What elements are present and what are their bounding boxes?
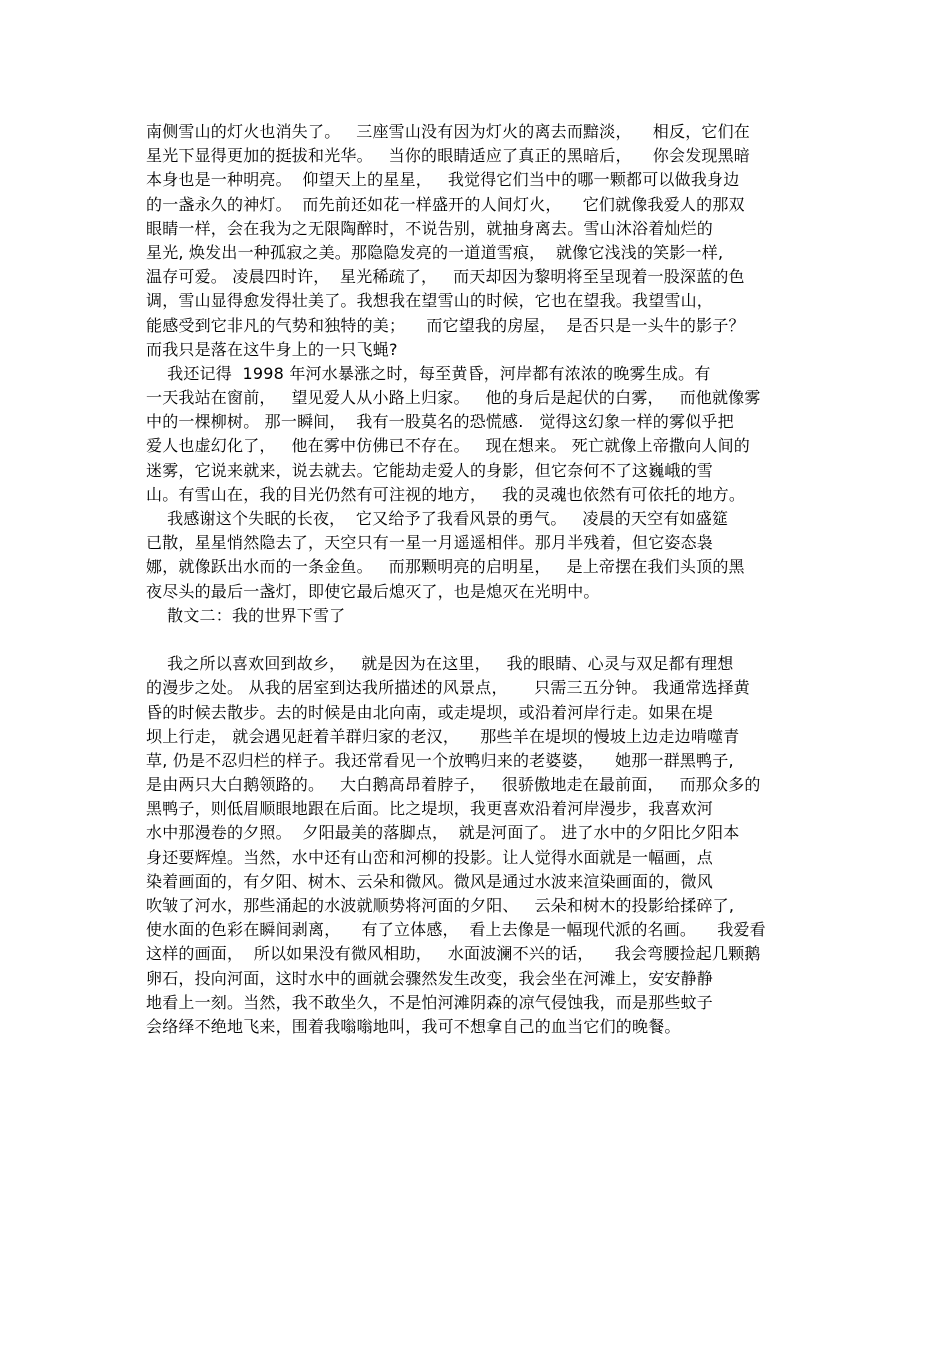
text-line: 中的一棵柳树。 那一瞬间， 我有一股莫名的恐慌感. 觉得这幻象一样的雾似乎把 [146,412,734,432]
text-line: 的漫步之处。 从我的居室到达我所描述的风景点， 只需三五分钟。 我通常选择黄 [146,678,751,698]
blank-line [146,628,814,652]
text-line: 夜尽头的最后一盏灯，即使它最后熄灭了，也是熄灭在光明中。 [146,581,600,601]
text-line: 爱人也虚幻化了， 他在雾中仿佛已不存在。 现在想来。 死亡就像上帝撒向人间的 [146,436,751,456]
text-line: 本身也是一种明亮。 仰望天上的星星， 我觉得它们当中的哪一颗都可以做我身边 [146,170,740,190]
text-line: 坝上行走， 就会遇见赶着羊群归家的老汉， 那些羊在堤坝的慢坡上边走边啃噬青 [146,726,740,746]
text-line: 星光下显得更加的挺拔和光华。 当你的眼睛适应了真正的黑暗后， 你会发现黑暗 [146,146,751,166]
text-line: 散文二：我的世界下雪了 [146,605,346,625]
text-line: 已散，星星悄然隐去了，天空只有一星一月遥遥相伴。那月半残着，但它姿态袅 [146,533,714,553]
text-line: 水中那漫卷的夕照。 夕阳最美的落脚点， 就是河面了。 进了水中的夕阳比夕阳本 [146,823,740,843]
text-line: 调，雪山显得愈发得壮美了。我想我在望雪山的时候，它也在望我。我望雪山， [146,291,714,311]
text-line: 地看上一刻。当然，我不敢坐久，不是怕河滩阴森的凉气侵蚀我，而是那些蚊子 [146,992,714,1012]
text-line: 我感谢这个失眠的长夜， 它又给予了我看风景的勇气。 凌晨的天空有如盛筵 [146,509,729,528]
text-line: 昏的时候去散步。去的时候是由北向南，或走堤坝，或沿着河岸行走。如果在堤 [146,702,714,722]
text-line: 迷雾，它说来就来，说去就去。它能劫走爱人的身影，但它奈何不了这巍峨的雪 [146,460,714,480]
text-line: 是由两只大白鹅领路的。 大白鹅高昂着脖子， 很骄傲地走在最前面， 而那众多的 [146,775,761,795]
text-line: 身还要辉煌。当然，水中还有山峦和河柳的投影。让人觉得水面就是一幅画，点 [146,847,714,867]
text-line: 一天我站在窗前， 望见爱人从小路上归家。 他的身后是起伏的白雾， 而他就像雾 [146,388,761,408]
text-line: 染着画面的，有夕阳、树木、云朵和微风。微风是通过水波来渲染画面的，微风 [146,871,714,891]
text-line: 使水面的色彩在瞬间剥离， 有了立体感， 看上去像是一幅现代派的名画。 我爱看 [146,920,766,940]
text-line: 黑鸭子，则低眉顺眼地跟在后面。比之堤坝，我更喜欢沿着河岸漫步，我喜欢河 [146,799,714,819]
text-line: 温存可爱。 凌晨四时许， 星光稀疏了， 而天却因为黎明将至呈现着一股深蓝的色 [146,267,745,287]
text-line: 我之所以喜欢回到故乡， 就是因为在这里， 我的眼睛、心灵与双足都有理想 [146,654,734,674]
text-line: 能感受到它非凡的气势和独特的美； 而它望我的房屋， 是否只是一头牛的影子？ [146,315,745,335]
text-line: 星光, 焕发出一种孤寂之美。那隐隐发亮的一道道雪痕， 就像它浅浅的笑影一样, [146,242,724,262]
text-line: 而我只是落在这牛身上的一只飞蝇? [146,339,398,359]
text-line: 吹皱了河水，那些涌起的水波就顺势将河面的夕阳、 云朵和树木的投影给揉碎了, [146,896,735,915]
text-line: 南侧雪山的灯火也消失了。 三座雪山没有因为灯火的离去而黯淡， 相反，它们在 [146,122,751,141]
text-line: 的一盏永久的神灯。 而先前还如花一样盛开的人间灯火， 它们就像我爱人的那双 [146,194,745,214]
text-line: 我还记得 1998 年河水暴涨之时，每至黄昏，河岸都有浓浓的晚雾生成。有 [146,363,711,383]
text-line: 卵石，投向河面，这时水中的画就会骤然发生改变，我会坐在河滩上，安安静静 [146,968,714,988]
body-text [146,120,814,1039]
text-line: 山。有雪山在，我的目光仍然有可注视的地方， 我的灵魂也依然有可依托的地方。 [146,484,746,504]
text-line: 这样的画面， 所以如果没有微风相助， 水面波澜不兴的话， 我会弯腰捡起几颗鹅 [146,944,761,964]
text-line: 草, 仍是不忍归栏的样子。我还常看见一个放鸭归来的老婆婆， 她那一群黑鸭子, [146,750,734,770]
text-line: 眼睛一样，会在我为之无限陶醉时，不说告别，就抽身离去。雪山沐浴着灿烂的 [146,218,714,238]
text-line: 会络绎不绝地飞来，围着我嗡嗡地叫，我可不想拿自己的血当它们的晚餐。 [146,1016,681,1036]
text-line: 娜，就像跃出水而的一条金鱼。 而那颗明亮的启明星， 是上帝摆在我们头顶的黑 [146,557,745,577]
